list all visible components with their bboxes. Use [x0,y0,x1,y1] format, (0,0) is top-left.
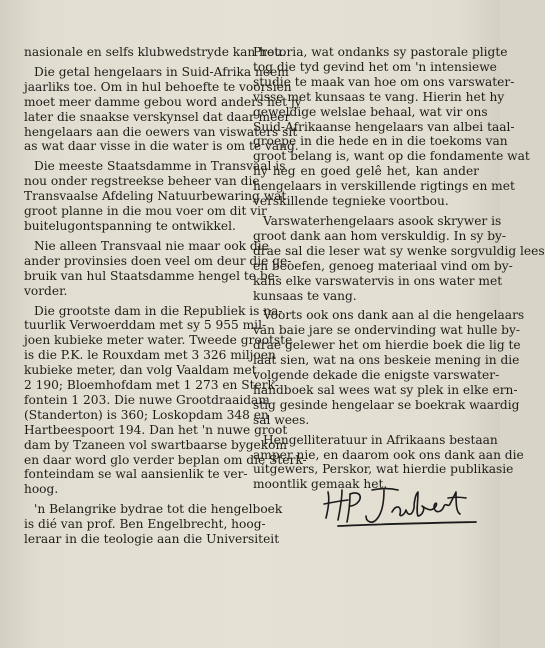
text-line: sal wees. [253,412,310,427]
text-line: jaarliks toe. Om in hul behoefte te voorsien [24,79,292,94]
text-line: handboek sal wees wat sy plek in elke ern- [253,382,518,397]
text-line: is dié van prof. Ben Engelbrecht, hoog- [24,517,266,532]
text-line: groepe in die hede en in die toekoms van [253,134,508,149]
text-line: hoog. [24,482,59,497]
text-line: moontlik gemaak het. [253,477,388,492]
text-line: buitelugontspanning te ontwikkel. [24,218,236,233]
text-line: studie te maak van hoe om ons varswater- [253,74,515,89]
text-line: as wat daar visse in die water is om te vang. [24,139,299,154]
text-line: Voorts ook ons dank aan al die hengelaars [263,308,525,323]
text-line: (Standerton) is 360; Loskopdam 348 en [24,407,269,422]
text-line: moet meer damme gebou word anders het jy [24,94,302,109]
text-line: Die getal hengelaars in Suid-Afrika neem [34,64,289,79]
right-column [253,45,545,497]
text-line: uitgewers, Perskor, wat hierdie publikasie [253,462,514,477]
text-line: groot planne in die mou voer om dit vir [24,204,267,219]
text-line: Hartbeespoort 194. Dan het 'n nuwe groot [24,422,288,437]
text-line: Nie alleen Transvaal nie maar ook die [34,238,269,253]
paragraph [24,159,287,234]
text-line: Pretoria, wat ondanks sy pastorale pligte [253,45,508,59]
text-line: visse met kunsaas te vang. Hierin het hy [253,89,505,104]
text-line: bruik van hul Staatsdamme hengel te be- [24,268,279,283]
text-line: hengelaars in verskillende rigtings en met [253,179,515,194]
text-line: drae gelewer het om hierdie boek die lig te [253,338,521,353]
text-line: nasionale en selfs klubwedstryde kan hou. [24,45,287,59]
text-line: leraar in die teologie aan die Universiteit [24,532,280,547]
text-line: Die grootste dam in die Republiek is na- [34,303,283,318]
text-line: Suid-Afrikaanse hengelaars van albei taal- [253,119,515,134]
text-line: amper nie, en daarom ook ons dank aan die [253,447,524,462]
text-line: is die P.K. le Rouxdam met 3 326 miljoen [24,348,276,363]
text-line: en daar word glo verder beplan om die Sterk- [24,452,307,467]
text-line: Varswaterhengelaars asook skrywer is [263,213,502,228]
paragraph [24,502,283,547]
text-line: geweldige welslae behaal, wat vir ons [253,104,488,119]
text-line: nou onder regstreekse beheer van die [24,174,260,189]
text-line: ander provinsies doen veel om deur die ge- [24,253,292,268]
paragraph [24,64,302,154]
text-line: tog die tyd gevind het om 'n intensiewe [253,59,497,74]
paragraph [253,308,525,427]
handwritten-signature [320,482,480,530]
text-line: hengelaars aan die oewers van viswaters sit [24,124,298,139]
text-line: laat sien, wat na ons beskeie mening in die [253,353,520,368]
text-line: volgende dekade die enigste varswater- [253,368,500,383]
paragraph [24,45,287,60]
text-line: groot belang is, want op die fondamente wat [253,149,530,164]
text-line: kubieke meter, dan volg Vaaldam met [24,363,257,378]
text-line: dam by Tzaneen vol swartbaarse bygekom [24,437,288,452]
text-line: verskillende tegnieke voortbou. [253,194,449,209]
text-line: groot dank aan hom verskuldig. In sy by- [253,228,507,243]
text-line: Hengelliteratuur in Afrikaans bestaan [263,432,498,447]
text-line: Die meeste Staatsdamme in Transvaal is [34,159,286,174]
text-line: fonteindam se wal aansienlik te ver- [24,467,248,482]
text-line: joen kubieke meter water. Tweede grootste [24,333,293,348]
text-line: kunsaas te vang. [253,288,357,303]
text-line: hy heg en goed gelê het, kan ander [253,164,479,179]
text-line: later die snaakse verskynsel dat daar meer [24,109,291,124]
text-line: kans elke varswatervis in ons water met [253,273,503,288]
text-line: tuurlik Verwoerddam met sy 5 955 mil- [24,318,267,333]
text-line: fontein 1 203. Die nuwe Grootdraaidam [24,392,270,407]
text-line: 2 190; Bloemhofdam met 1 273 en Sterk- [24,378,279,393]
text-line: drae sal die leser wat sy wenke sorgvuldig lees [253,243,545,258]
text-line: vorder. [24,283,68,298]
text-line: 'n Belangrike bydrae tot die hengelboek [34,502,283,517]
text-line: van baie jare se ondervinding wat hulle by- [253,323,520,338]
paragraph [253,45,530,209]
paragraph [253,213,545,303]
paragraph [24,238,292,299]
text-line: en beoefen, genoeg materiaal vind om by- [253,258,513,273]
text-line: stig gesinde hengelaar se boekrak waardig [253,397,520,412]
text-line: Transvaalse Afdeling Natuurbewaring wat [24,189,287,204]
